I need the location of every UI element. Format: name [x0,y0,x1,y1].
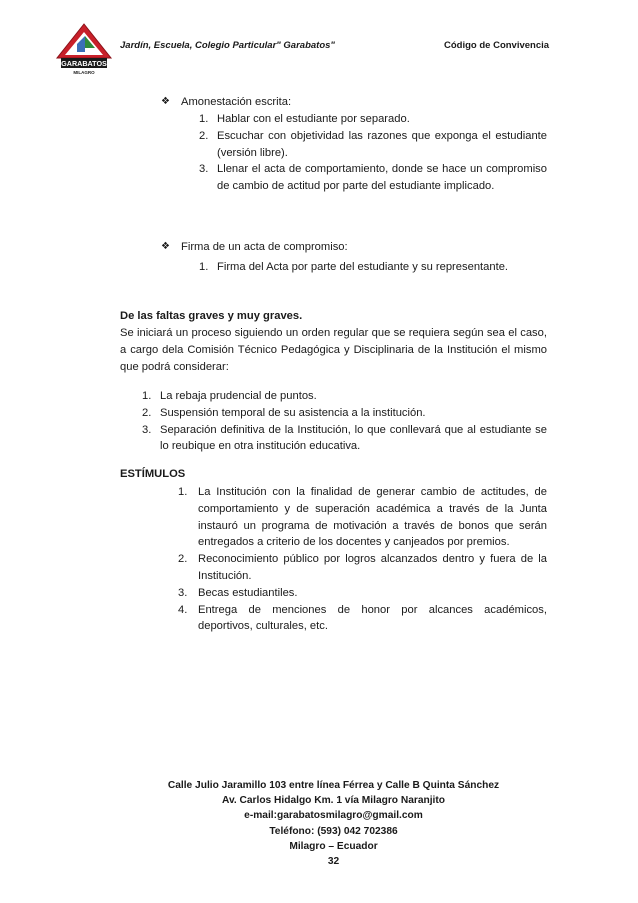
footer-phone: Teléfono: (593) 042 702386 [269,825,398,837]
list-item [178,551,547,585]
bullet-firma-acta [161,239,348,256]
section-title-faltas: De las faltas graves y muy graves. [120,310,303,322]
item-number: 3. [178,586,188,599]
logo-text: GARABATOS [61,59,107,68]
item-number: 3. [142,423,152,436]
firma-list [199,259,547,276]
item-number: 2. [142,406,152,419]
bullet-label: Amonestación escrita: [181,96,292,108]
faltas-list [142,388,547,455]
item-text: Hablar con el estudiante por separado. [217,113,410,125]
item-number: 1. [178,486,188,498]
item-number: 2. [199,129,209,142]
page-number: 32 [327,856,340,868]
list-item [199,128,547,162]
item-number: 1. [142,390,152,402]
school-logo [55,22,113,76]
item-text: La Institución con la finalidad de generar cambio de actitudes, de comportamiento y de superación académica a través de la Junta instauró un programa de motivación a través de bonos que serán entregados a criterio de los docentes y canjeados por premios. [198,486,547,549]
footer-address-line: Calle Julio Jaramillo 103 entre línea Férrea y Calle B Quinta Sánchez [167,780,500,791]
item-number: 3. [199,163,209,176]
header-school-name: Jardín, Escuela, Colegio Particular" Garabatos" [120,40,335,51]
section-title-estimulos: ESTÍMULOS [120,468,186,480]
item-text: Reconocimiento público por logros alcanzados dentro y fuera de la Institución. [198,553,547,582]
bullet-amonestacion [161,94,291,111]
item-text: Separación definitiva de la Institución, lo que conllevará que al estudiante se lo reubique en otra institución educativa. [160,423,547,453]
item-text: Escuchar con objetividad las razones que exponga el estudiante (versión libre). [217,129,547,159]
item-text: La rebaja prudencial de puntos. [160,390,317,402]
diamond-bullet-icon: ❖ [161,241,170,252]
list-item [199,161,547,195]
list-item [142,405,547,422]
item-number: 1. [199,261,209,273]
list-item [199,259,547,276]
item-text: Entrega de menciones de honor por alcances académicos, deportivos, culturales, etc. [198,603,547,633]
list-item [142,388,547,405]
list-item [199,111,547,128]
list-item [142,422,547,456]
footer-city: Milagro – Ecuador [289,840,378,852]
item-text: Suspensión temporal de su asistencia a la institución. [160,406,426,419]
diamond-bullet-icon: ❖ [161,96,170,107]
amonestacion-list [199,111,547,195]
item-text: Becas estudiantiles. [198,586,298,599]
header-document-title: Código de Convivencia [444,40,550,51]
faltas-paragraph: Se iniciará un proceso siguiendo un orden regular que se requiera según sea el caso, a cargo dela Comisión Técnico Pedagógica y Disciplinaria de la Institución el mismo que podrá considerar: [120,327,547,373]
estimulos-list [178,484,547,635]
item-number: 2. [178,553,188,566]
item-number: 4. [178,603,188,616]
footer-avenue-line: Av. Carlos Hidalgo Km. 1 vía Milagro Naranjito [221,795,446,807]
footer-email: e-mail:garabatosmilagro@gmail.com [244,810,423,822]
item-text: Firma del Acta por parte del estudiante y su representante. [217,261,509,273]
logo-subtext: MILAGRO [73,70,95,75]
list-item [178,585,547,602]
page-footer [120,778,547,869]
item-number: 1. [199,113,209,125]
list-item [178,484,547,551]
bullet-label: Firma de un acta de compromiso: [181,241,348,253]
list-item [178,602,547,636]
item-text: Llenar el acta de comportamiento, donde se hace un compromiso de cambio de actitud por parte del estudiante implicado. [217,163,547,193]
